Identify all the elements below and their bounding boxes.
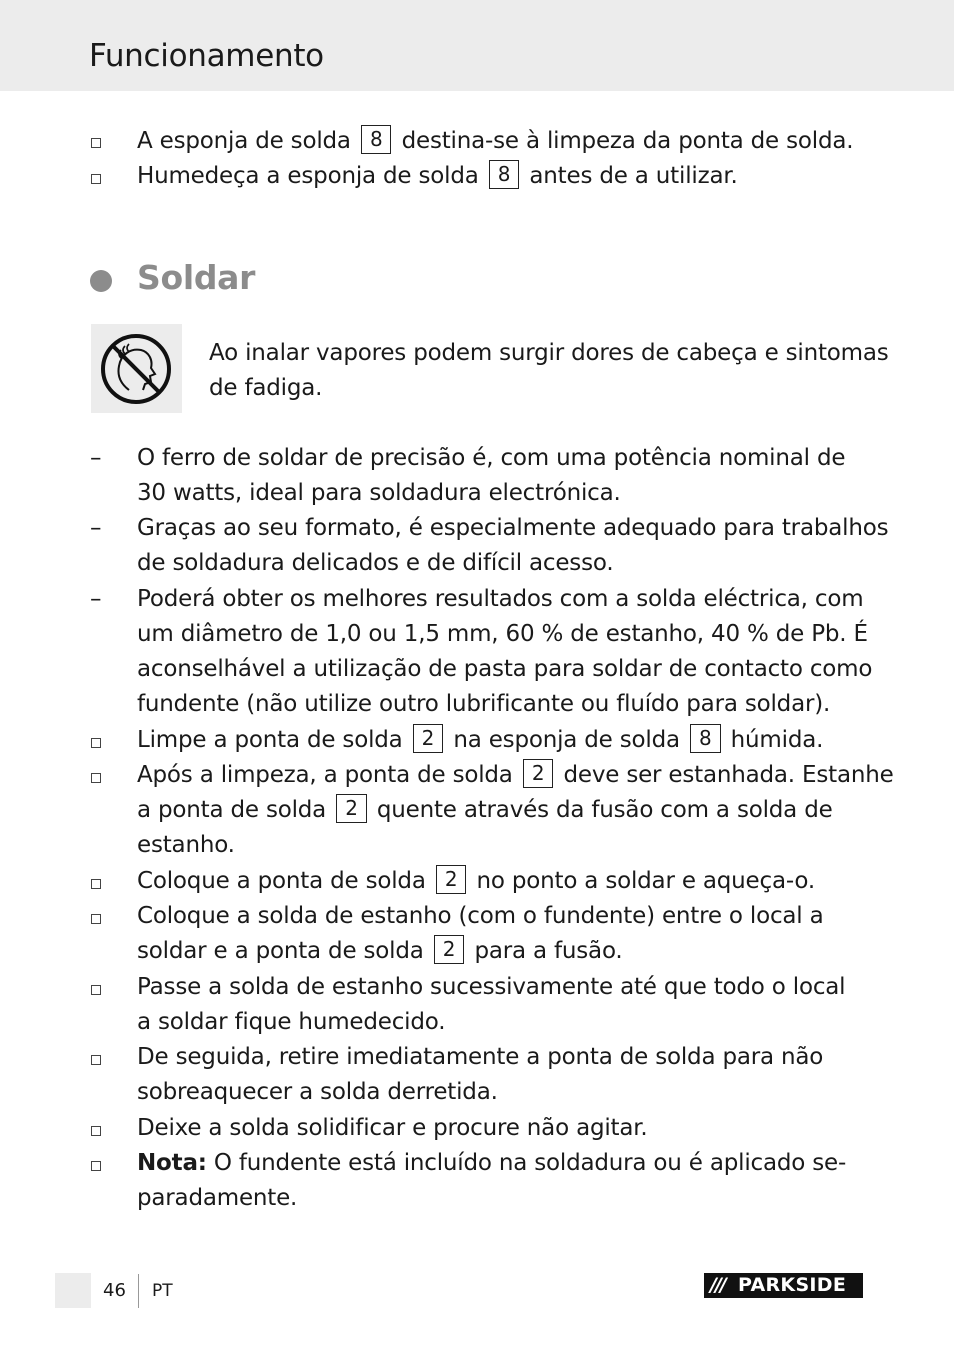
list-item: O ferro de soldar de precisão é, com uma potência nominal de xyxy=(137,445,846,471)
footer-box xyxy=(55,1273,91,1308)
list-item: Limpe a ponta de solda 2 na esponja de solda 8 húmida. xyxy=(137,726,824,753)
bullet xyxy=(91,985,101,995)
dash-bullet: – xyxy=(90,586,102,612)
logo-mark: /// xyxy=(710,1274,725,1296)
list-item: De seguida, retire imediatamente a ponta de solda para não xyxy=(137,1044,824,1070)
dash-bullet: – xyxy=(90,515,102,541)
list-item: Passe a solda de estanho sucessivamente até que todo o local xyxy=(137,974,846,1000)
list-item: um diâmetro de 1,0 ou 1,5 mm, 60 % de estanho, 40 % de Pb. É xyxy=(137,621,868,647)
list-item: aconselhável a utilização de pasta para soldar de contacto como xyxy=(137,656,873,682)
ref-number: 8 xyxy=(690,724,721,753)
list-item: Poderá obter os melhores resultados com a solda eléctrica, com xyxy=(137,586,864,612)
no-inhale-fumes-icon xyxy=(99,332,174,406)
warning-icon-box xyxy=(91,324,182,413)
bullet xyxy=(91,1161,101,1171)
ref-number: 8 xyxy=(361,125,392,154)
bullet xyxy=(91,138,101,148)
dash-bullet: – xyxy=(90,445,102,471)
ref-number: 2 xyxy=(336,794,367,823)
list-item: A esponja de solda 8 destina-se à limpeza da ponta de solda. xyxy=(137,127,854,154)
warning-text: de fadiga. xyxy=(209,375,323,401)
bullet xyxy=(91,773,101,783)
list-item: a ponta de solda 2 quente através da fusão com a solda de xyxy=(137,796,833,823)
bullet xyxy=(91,1126,101,1136)
bullet xyxy=(91,738,101,748)
page-title: Funcionamento xyxy=(89,38,324,74)
bullet xyxy=(91,914,101,924)
ref-number: 2 xyxy=(436,865,467,894)
logo-text: PARKSIDE xyxy=(738,1274,847,1296)
parkside-logo xyxy=(704,1273,863,1298)
list-item: Coloque a solda de estanho (com o fundente) entre o local a xyxy=(137,903,824,929)
list-item: Coloque a ponta de solda 2 no ponto a soldar e aqueça-o. xyxy=(137,867,815,894)
list-item: de soldadura delicados e de difícil acesso. xyxy=(137,550,614,576)
list-item: 30 watts, ideal para soldadura electrónica. xyxy=(137,480,621,506)
bullet xyxy=(91,1055,101,1065)
ref-number: 2 xyxy=(434,935,465,964)
bullet xyxy=(91,879,101,889)
list-item: fundente (não utilize outro lubrificante ou fluído para soldar). xyxy=(137,691,831,717)
language-code: PT xyxy=(152,1281,173,1301)
list-item: Após a limpeza, a ponta de solda 2 deve ser estanhada. Estanhe xyxy=(137,761,894,788)
list-item: Nota: O fundente está incluído na soldadura ou é aplicado se- xyxy=(137,1150,847,1176)
footer-divider xyxy=(138,1274,139,1308)
list-item: Deixe a solda solidificar e procure não agitar. xyxy=(137,1115,648,1141)
page-number: 46 xyxy=(103,1280,126,1301)
list-item: estanho. xyxy=(137,832,235,858)
ref-number: 8 xyxy=(489,160,520,189)
ref-number: 2 xyxy=(523,759,554,788)
ref-number: 2 xyxy=(413,724,444,753)
list-item: soldar e a ponta de solda 2 para a fusão. xyxy=(137,937,623,964)
list-item: a soldar fique humedecido. xyxy=(137,1009,446,1035)
list-item: Humedeça a esponja de solda 8 antes de a utilizar. xyxy=(137,162,738,189)
section-title: Soldar xyxy=(137,258,256,297)
list-item: sobreaquecer a solda derretida. xyxy=(137,1079,498,1105)
list-item: Graças ao seu formato, é especialmente adequado para trabalhos xyxy=(137,515,889,541)
bullet xyxy=(91,174,101,184)
section-bullet-icon xyxy=(90,270,112,292)
list-item: paradamente. xyxy=(137,1185,298,1211)
warning-text: Ao inalar vapores podem surgir dores de cabeça e sintomas xyxy=(209,340,889,366)
note-label: Nota: xyxy=(137,1150,207,1176)
